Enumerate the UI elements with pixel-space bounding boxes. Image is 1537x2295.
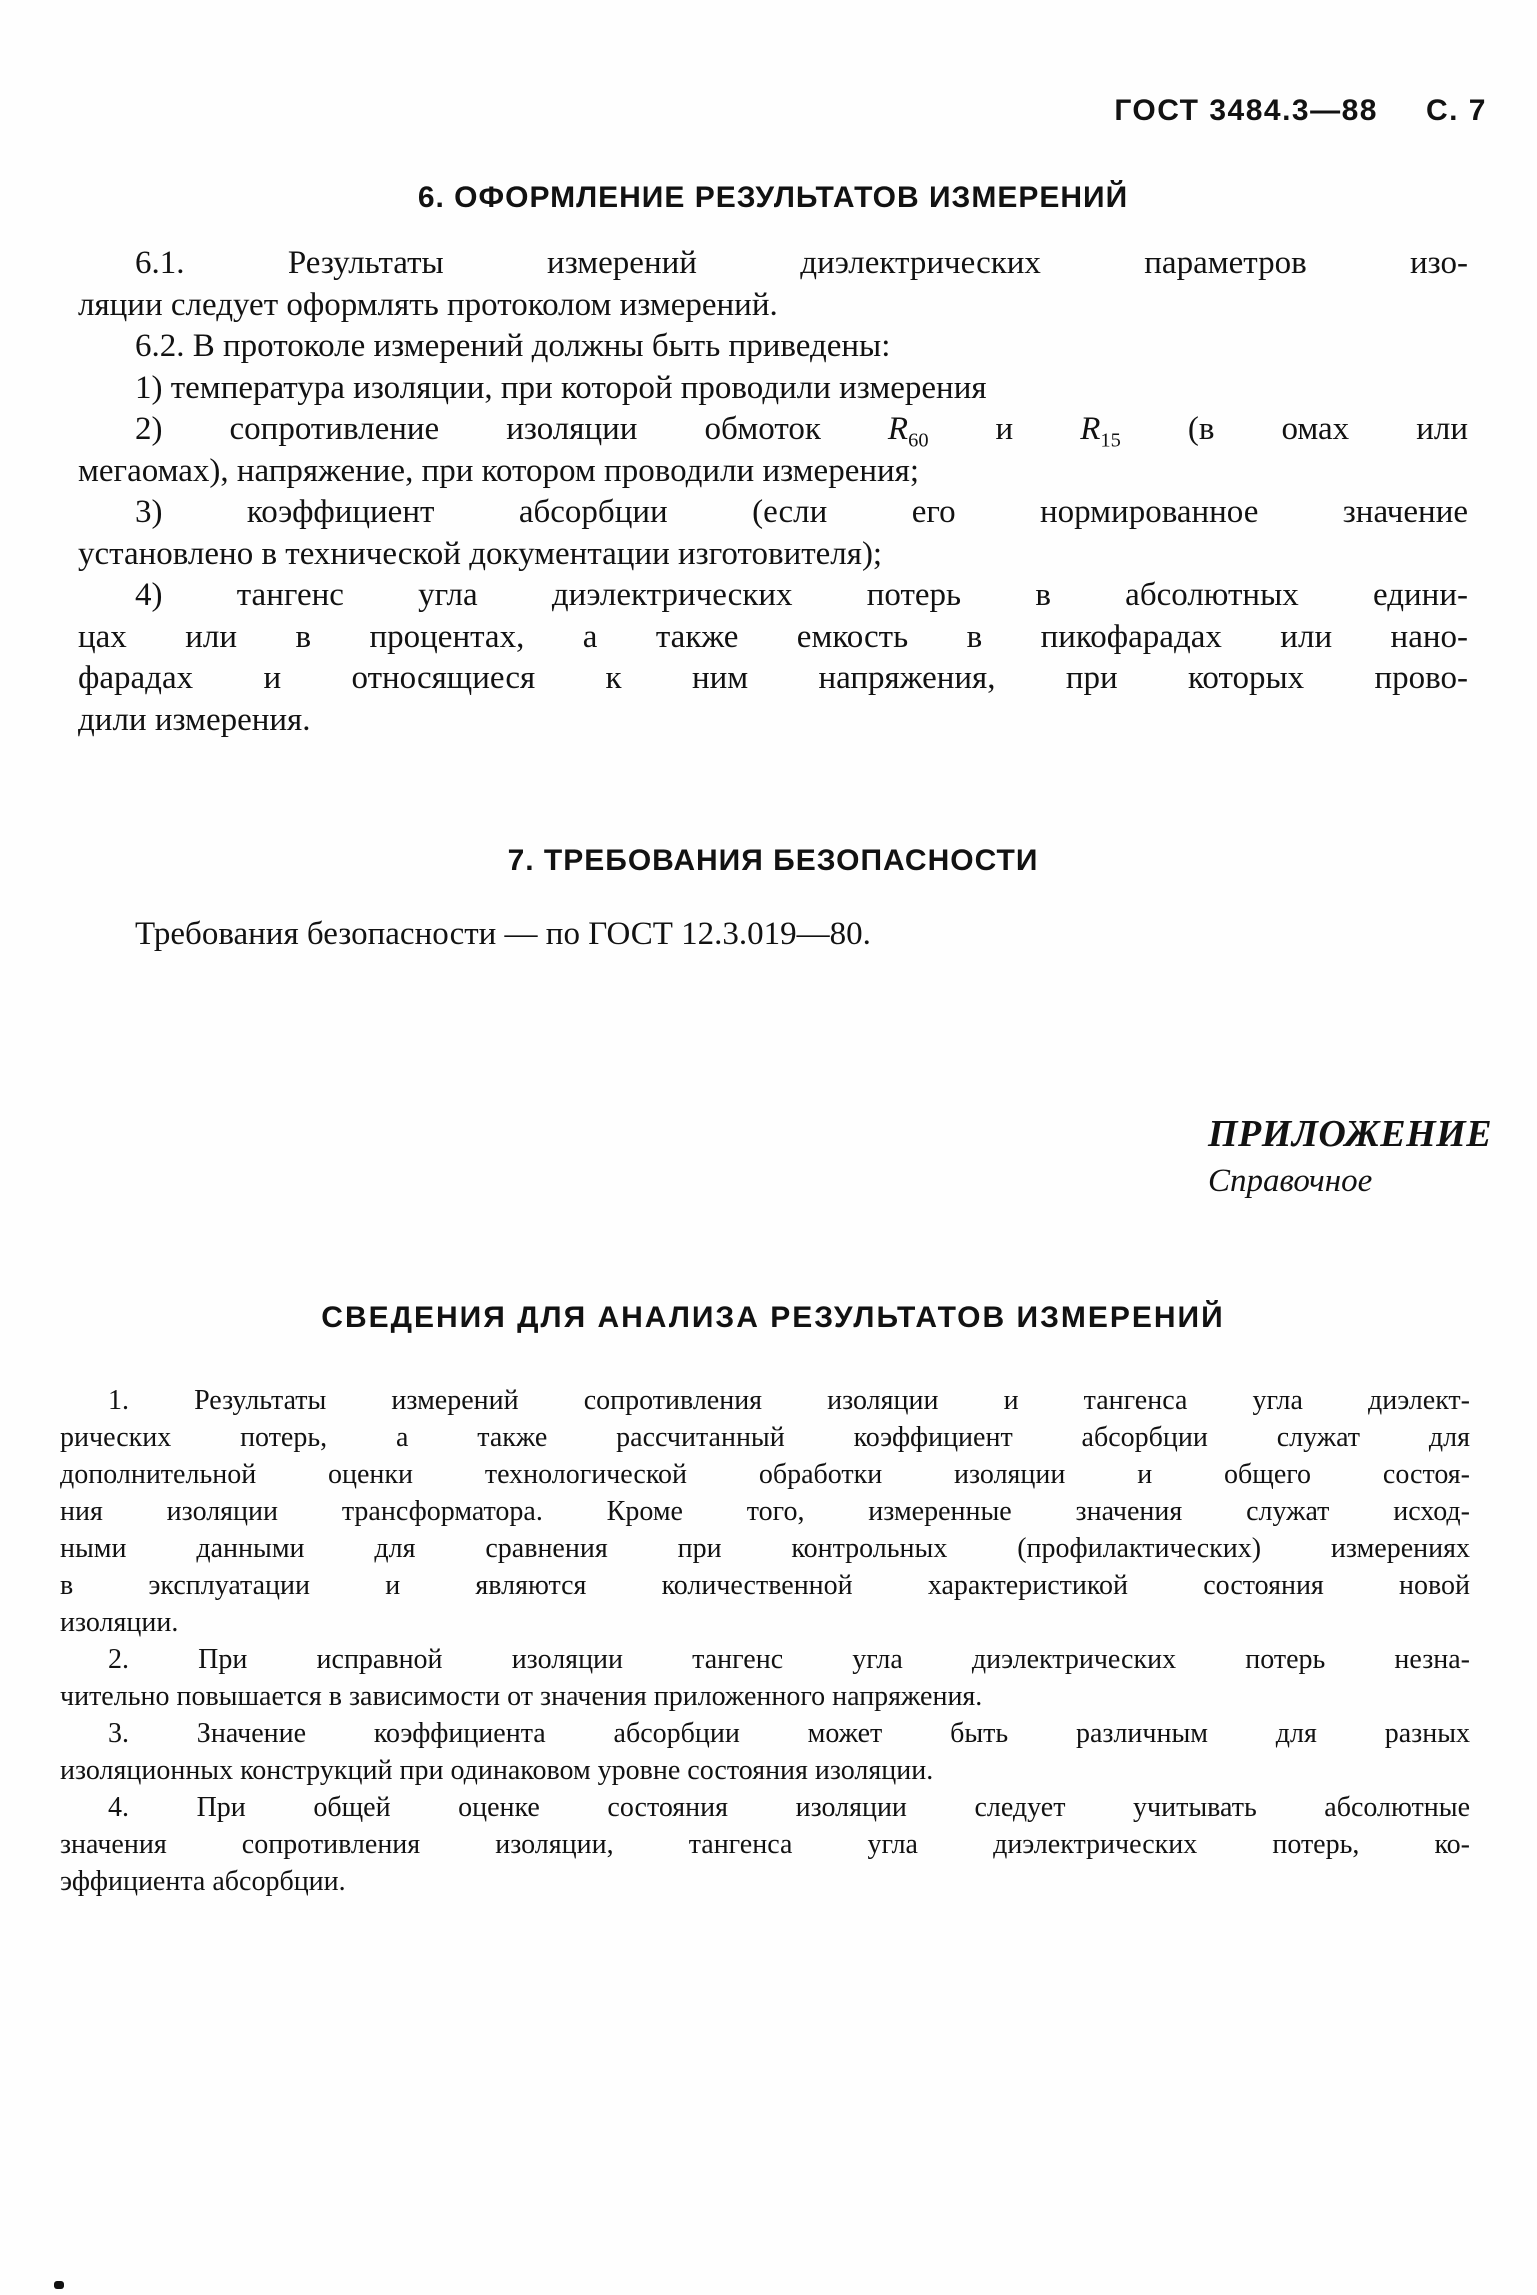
text-line: Требования безопасности — по ГОСТ 12.3.019—80.	[135, 916, 871, 952]
appendix-sublabel: Справочное	[1208, 1163, 1373, 1199]
text-line: дили измерения.	[78, 701, 311, 738]
text-line: 2) сопротивление изоляции обмоток $R_{60}$ и $R_{15}$ (в омах или	[135, 411, 1468, 452]
section-7-body	[78, 914, 1468, 956]
text-line: ляции следует оформлять протоколом измерений.	[78, 286, 778, 323]
text-line: в эксплуатации и являются количественной характеристикой состояния новой	[60, 1570, 1470, 1601]
text-line: 4. При общей оценке состояния изоляции следует учитывать абсолютные	[108, 1792, 1470, 1823]
page-number: С. 7	[1425, 94, 1487, 127]
paragraph-6-1	[78, 243, 1468, 326]
appendix-paragraph-2	[60, 1641, 1470, 1715]
section-7-title: 7. ТРЕБОВАНИЯ БЕЗОПАСНОСТИ	[507, 844, 1039, 877]
section-6-body	[78, 243, 1468, 741]
text-line: значения сопротивления изоляции, тангенса угла диэлектрических потерь, ко-	[60, 1829, 1470, 1860]
appendix-label-block	[1208, 1112, 1492, 1200]
text-line: изоляции.	[60, 1607, 179, 1638]
text-line: изоляционных конструкций при одинаковом уровне состояния изоляции.	[60, 1755, 934, 1786]
list-item-3	[78, 492, 1468, 575]
text-line: 2. При исправной изоляции тангенс угла диэлектрических потерь незна-	[108, 1644, 1470, 1675]
paragraph-7-1	[78, 914, 1468, 956]
text-line: чительно повышается в зависимости от значения приложенного напряжения.	[60, 1681, 983, 1712]
list-item-1	[78, 368, 1468, 410]
scan-artifact-dot	[54, 2281, 64, 2289]
text-line: цах или в процентах, а также емкость в пикофарадах или нано-	[78, 618, 1468, 655]
appendix-paragraph-4	[60, 1789, 1470, 1900]
paragraph-6-2	[78, 326, 1468, 368]
text-line: установлено в технической документации изготовителя);	[78, 535, 883, 572]
running-header	[0, 94, 1487, 128]
text-line: 1) температура изоляции, при которой проводили измерения	[135, 369, 987, 406]
list-item-4	[78, 575, 1468, 741]
text-line: 6.2. В протоколе измерений должны быть приведены:	[135, 328, 891, 364]
section-6-title: 6. ОФОРМЛЕНИЕ РЕЗУЛЬТАТОВ ИЗМЕРЕНИЙ	[417, 181, 1129, 214]
list-item-2	[78, 409, 1468, 492]
text-line: эффициента абсорбции.	[60, 1866, 346, 1897]
text-line: 3. Значение коэффициента абсорбции может быть различным для разных	[108, 1718, 1470, 1749]
text-line: ния изоляции трансформатора. Кроме того, измеренные значения служат исход-	[60, 1496, 1470, 1527]
text-line: 1. Результаты измерений сопротивления изоляции и тангенса угла диэлект-	[108, 1385, 1470, 1416]
text-line: дополнительной оценки технологической обработки изоляции и общего состоя-	[60, 1459, 1470, 1490]
text-line: ными данными для сравнения при контрольных (профилактических) измерениях	[60, 1533, 1470, 1564]
text-line: фарадах и относящиеся к ним напряжения, при которых прово-	[78, 660, 1468, 696]
appendix-label: ПРИЛОЖЕНИЕ	[1208, 1113, 1493, 1155]
standard-number: ГОСТ 3484.3—88	[1114, 94, 1378, 127]
text-line: 4) тангенс угла диэлектрических потерь в абсолютных едини-	[135, 577, 1468, 613]
text-line: мегаомах), напряжение, при котором проводили измерения;	[78, 452, 920, 489]
text-line: 3) коэффициент абсорбции (если его нормированное значение	[135, 494, 1468, 530]
appendix-body	[60, 1382, 1470, 1900]
text-line: рических потерь, а также рассчитанный коэффициент абсорбции служат для	[60, 1422, 1470, 1453]
text-line: 6.1. Результаты измерений диэлектрических параметров изо-	[135, 245, 1468, 281]
appendix-paragraph-3	[60, 1715, 1470, 1789]
appendix-title: СВЕДЕНИЯ ДЛЯ АНАЛИЗА РЕЗУЛЬТАТОВ ИЗМЕРЕНИЙ	[321, 1301, 1225, 1334]
appendix-paragraph-1	[60, 1382, 1470, 1641]
